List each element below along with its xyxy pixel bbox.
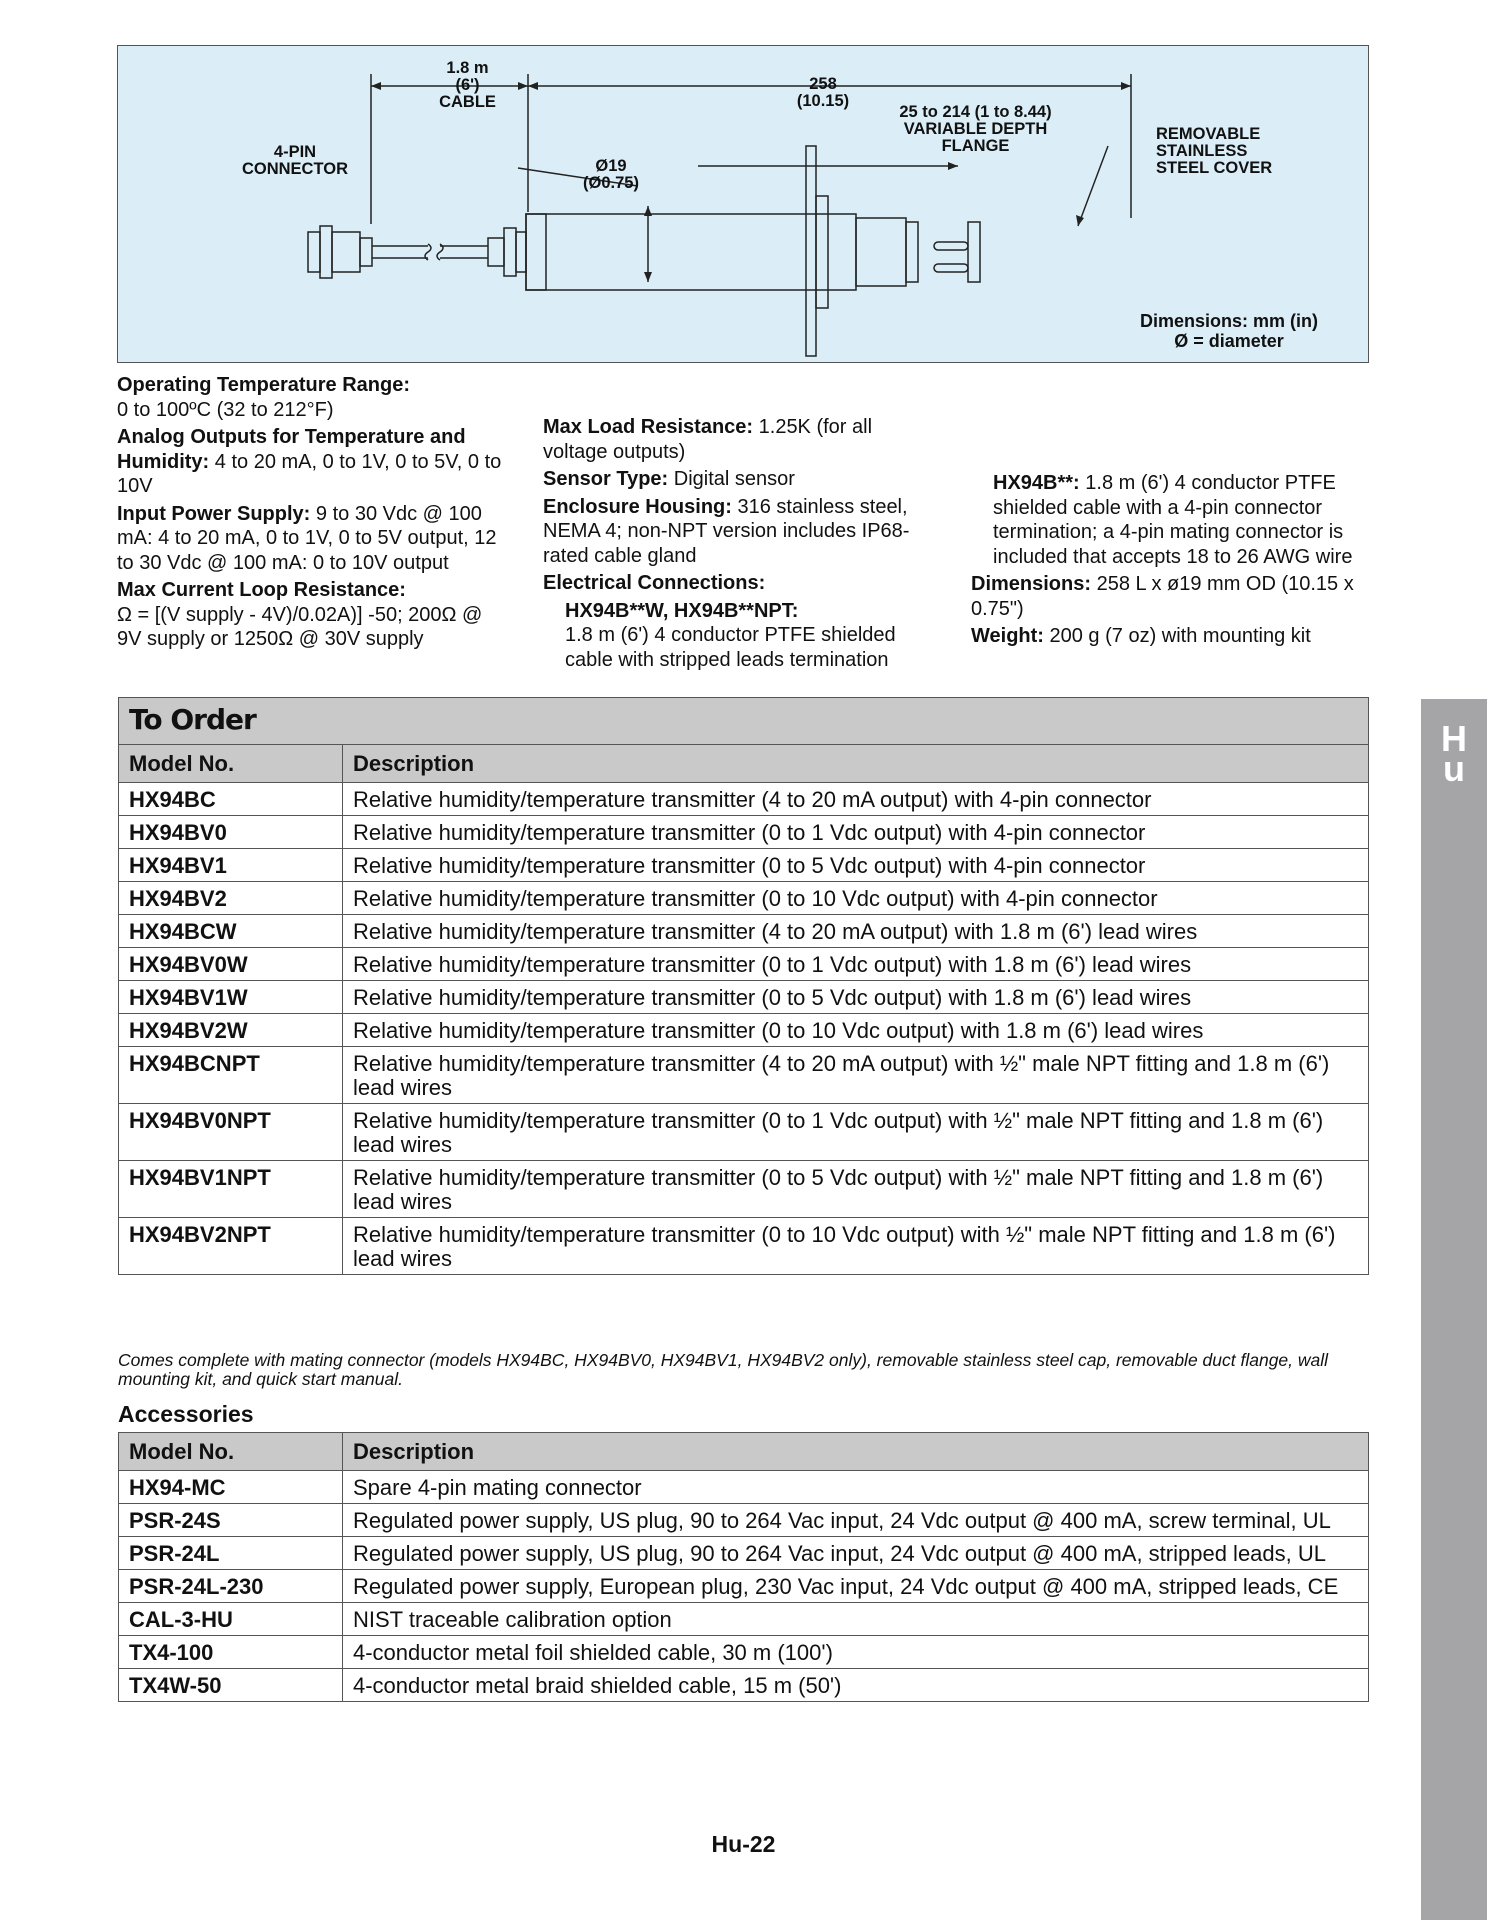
model-column-header: Model No. — [119, 745, 343, 783]
description-cell: Spare 4-pin mating connector — [343, 1471, 1369, 1504]
description-cell: Relative humidity/temperature transmitter (0 to 5 Vdc output) with ½" male NPT fitting and 1.8 m (6') lead wires — [343, 1161, 1369, 1218]
flange-depth-label: 25 to 214 (1 to 8.44) VARIABLE DEPTH FLANGE — [899, 103, 1052, 155]
load-resistance-spec — [543, 415, 938, 464]
description-cell: Regulated power supply, European plug, 230 Vac input, 24 Vdc output @ 400 mA, stripped leads, CE — [343, 1570, 1369, 1603]
table-row — [119, 1218, 1369, 1275]
spec-label: Enclosure Housing: — [543, 495, 732, 518]
table-row — [119, 1161, 1369, 1218]
table-row — [119, 783, 1369, 816]
specs-column-1 — [117, 373, 502, 655]
input-power-spec — [117, 502, 502, 576]
model-number-cell: HX94BV1NPT — [119, 1161, 343, 1218]
table-row — [119, 1014, 1369, 1047]
loop-resistance-spec — [117, 578, 502, 652]
page-number: Hu-22 — [711, 1831, 776, 1857]
spec-label: Sensor Type: — [543, 468, 669, 490]
overall-length-label: 258 (10.15) — [796, 75, 850, 110]
spec-value: Ω = [(V supply - 4V)/0.02A)] -50; 200Ω @ 9V supply or 1250Ω @ 30V supply — [117, 603, 483, 650]
description-column-header: Description — [343, 745, 1369, 783]
spec-value: 258 L x ø19 mm OD (10.15 x 0.75") — [971, 573, 1354, 620]
table-row — [119, 1047, 1369, 1104]
table-row — [119, 1603, 1369, 1636]
model-number-cell: PSR-24S — [119, 1504, 343, 1537]
cover-label: REMOVABLE STAINLESS STEEL COVER — [1156, 125, 1273, 177]
spec-value: 316 stainless steel, NEMA 4; non-NPT version includes IP68-rated cable gland — [543, 495, 910, 567]
connector-label: 4-PIN CONNECTOR — [241, 143, 349, 178]
diameter-symbol-note: Ø = diameter — [1174, 331, 1284, 351]
accessories-table-body — [119, 1471, 1369, 1702]
table-row — [119, 816, 1369, 849]
model-number-cell: HX94BV1 — [119, 849, 343, 882]
dimensions-spec — [971, 572, 1371, 621]
spec-value: 1.8 m (6') 4 conductor PTFE shielded cable with a 4-pin connector termination; a 4-pin mating connector is included that accepts 18 to 26 AWG wire — [993, 472, 1353, 568]
description-cell: Relative humidity/temperature transmitter (0 to 5 Vdc output) with 1.8 m (6') lead wires — [343, 981, 1369, 1014]
table-row — [119, 1504, 1369, 1537]
model-number-cell: TX4W-50 — [119, 1669, 343, 1702]
spec-value: Digital sensor — [668, 468, 795, 490]
specs-column-3 — [971, 471, 1371, 652]
model-number-cell: HX94BCW — [119, 915, 343, 948]
to-order-title: To Order — [118, 697, 1369, 745]
description-cell: Relative humidity/temperature transmitter (0 to 1 Vdc output) with ½" male NPT fitting and 1.8 m (6') lead wires — [343, 1104, 1369, 1161]
cable-length-label: 1.8 m (6') CABLE — [439, 59, 496, 111]
order-note: Comes complete with mating connector (models HX94BC, HX94BV0, HX94BV1, HX94BV2 only), removable stainless steel cap, removable duct flange, wall mounting kit, and quick start manual. — [118, 1350, 1329, 1389]
spec-label: HX94B**W, HX94B**NPT: — [565, 599, 799, 622]
table-header-row — [119, 1433, 1369, 1471]
table-row — [119, 1636, 1369, 1669]
spec-value: 9 to 30 Vdc @ 100 mA: 4 to 20 mA, 0 to 1V, 0 to 5V output, 12 to 30 Vdc @ 100 mA: 0 to 10V output — [117, 502, 497, 574]
description-cell: Relative humidity/temperature transmitter (0 to 10 Vdc output) with ½" male NPT fitting and 1.8 m (6') lead wires — [343, 1218, 1369, 1275]
model-number-cell: HX94BV0NPT — [119, 1104, 343, 1161]
table-row — [119, 1104, 1369, 1161]
model-number-cell: TX4-100 — [119, 1636, 343, 1669]
electrical-connections-detail — [543, 599, 938, 673]
table-row — [119, 1669, 1369, 1702]
model-number-cell: HX94BV2 — [119, 882, 343, 915]
model-number-cell: HX94BCNPT — [119, 1047, 343, 1104]
spec-label: Input Power Supply: — [117, 502, 311, 525]
hx94b-cable-spec — [971, 471, 1371, 569]
order-table-body — [119, 783, 1369, 1275]
model-number-cell: HX94BV0 — [119, 816, 343, 849]
table-row — [119, 948, 1369, 981]
spec-label: Operating Temperature Range: — [117, 374, 411, 396]
model-number-cell: HX94BV2W — [119, 1014, 343, 1047]
section-tab-letter: H — [1441, 718, 1467, 759]
spec-label: Weight: — [971, 625, 1044, 647]
description-cell: Relative humidity/temperature transmitter (0 to 1 Vdc output) with 4-pin connector — [343, 816, 1369, 849]
description-cell: Relative humidity/temperature transmitter (4 to 20 mA output) with ½" male NPT fitting and 1.8 m (6') lead wires — [343, 1047, 1369, 1104]
accessories-table — [118, 1432, 1369, 1702]
weight-spec — [971, 624, 1371, 649]
description-cell: Relative humidity/temperature transmitter (0 to 1 Vdc output) with 1.8 m (6') lead wires — [343, 948, 1369, 981]
section-tab — [1421, 699, 1487, 1920]
spec-label: Max Load Resistance: — [543, 416, 754, 438]
spec-label: Max Current Loop Resistance: — [117, 579, 406, 601]
dimensions-units: Dimensions: mm (in) — [1139, 311, 1318, 331]
order-table — [118, 744, 1369, 1275]
spec-label: Dimensions: — [971, 573, 1092, 595]
spec-label: HX94B**: — [993, 472, 1080, 494]
model-number-cell: HX94BV2NPT — [119, 1218, 343, 1275]
model-number-cell: HX94BC — [119, 783, 343, 816]
description-cell: NIST traceable calibration option — [343, 1603, 1369, 1636]
model-number-cell: PSR-24L-230 — [119, 1570, 343, 1603]
operating-temp-spec — [117, 373, 502, 422]
enclosure-spec — [543, 495, 938, 569]
description-cell: Relative humidity/temperature transmitter (4 to 20 mA output) with 1.8 m (6') lead wires — [343, 915, 1369, 948]
model-column-header: Model No. — [119, 1433, 343, 1471]
specs-column-2 — [543, 415, 938, 675]
description-cell: 4-conductor metal braid shielded cable, 15 m (50') — [343, 1669, 1369, 1702]
table-row — [119, 849, 1369, 882]
spec-value: 1.8 m (6') 4 conductor PTFE shielded cable with stripped leads termination — [565, 624, 896, 671]
description-cell: 4-conductor metal foil shielded cable, 30 m (100') — [343, 1636, 1369, 1669]
model-number-cell: CAL-3-HU — [119, 1603, 343, 1636]
model-number-cell: HX94BV1W — [119, 981, 343, 1014]
spec-value: 4 to 20 mA, 0 to 1V, 0 to 5V, 0 to 10V — [117, 450, 502, 497]
description-column-header: Description — [343, 1433, 1369, 1471]
model-number-cell: HX94BV0W — [119, 948, 343, 981]
table-row — [119, 981, 1369, 1014]
accessories-title: Accessories — [118, 1401, 254, 1427]
table-row — [119, 1537, 1369, 1570]
description-cell: Regulated power supply, US plug, 90 to 264 Vac input, 24 Vdc output @ 400 mA, stripped leads, UL — [343, 1537, 1369, 1570]
model-number-cell: PSR-24L — [119, 1537, 343, 1570]
description-cell: Regulated power supply, US plug, 90 to 264 Vac input, 24 Vdc output @ 400 mA, screw terminal, UL — [343, 1504, 1369, 1537]
description-cell: Relative humidity/temperature transmitter (0 to 10 Vdc output) with 1.8 m (6') lead wires — [343, 1014, 1369, 1047]
dimension-diagram — [117, 45, 1369, 363]
dimensions-legend — [1140, 311, 1318, 351]
sensor-type-spec — [543, 467, 938, 492]
electrical-connections-spec — [543, 571, 938, 596]
description-cell: Relative humidity/temperature transmitter (0 to 10 Vdc output) with 4-pin connector — [343, 882, 1369, 915]
table-row — [119, 1570, 1369, 1603]
diameter-label: Ø19 (Ø0.75) — [583, 157, 639, 192]
description-cell: Relative humidity/temperature transmitter (4 to 20 mA output) with 4-pin connector — [343, 783, 1369, 816]
spec-label: Analog Outputs for Temperature and Humidity: — [117, 426, 466, 473]
table-row — [119, 1471, 1369, 1504]
section-tab-letter: u — [1443, 748, 1465, 789]
spec-label: Electrical Connections: — [543, 572, 766, 594]
description-cell: Relative humidity/temperature transmitter (0 to 5 Vdc output) with 4-pin connector — [343, 849, 1369, 882]
analog-outputs-spec — [117, 425, 502, 499]
table-row — [119, 882, 1369, 915]
spec-value: 1.25K (for all voltage outputs) — [543, 416, 873, 463]
table-row — [119, 915, 1369, 948]
spec-value: 0 to 100ºC (32 to 212°F) — [117, 398, 334, 421]
table-header-row — [119, 745, 1369, 783]
spec-value: 200 g (7 oz) with mounting kit — [1043, 625, 1311, 647]
model-number-cell: HX94-MC — [119, 1471, 343, 1504]
